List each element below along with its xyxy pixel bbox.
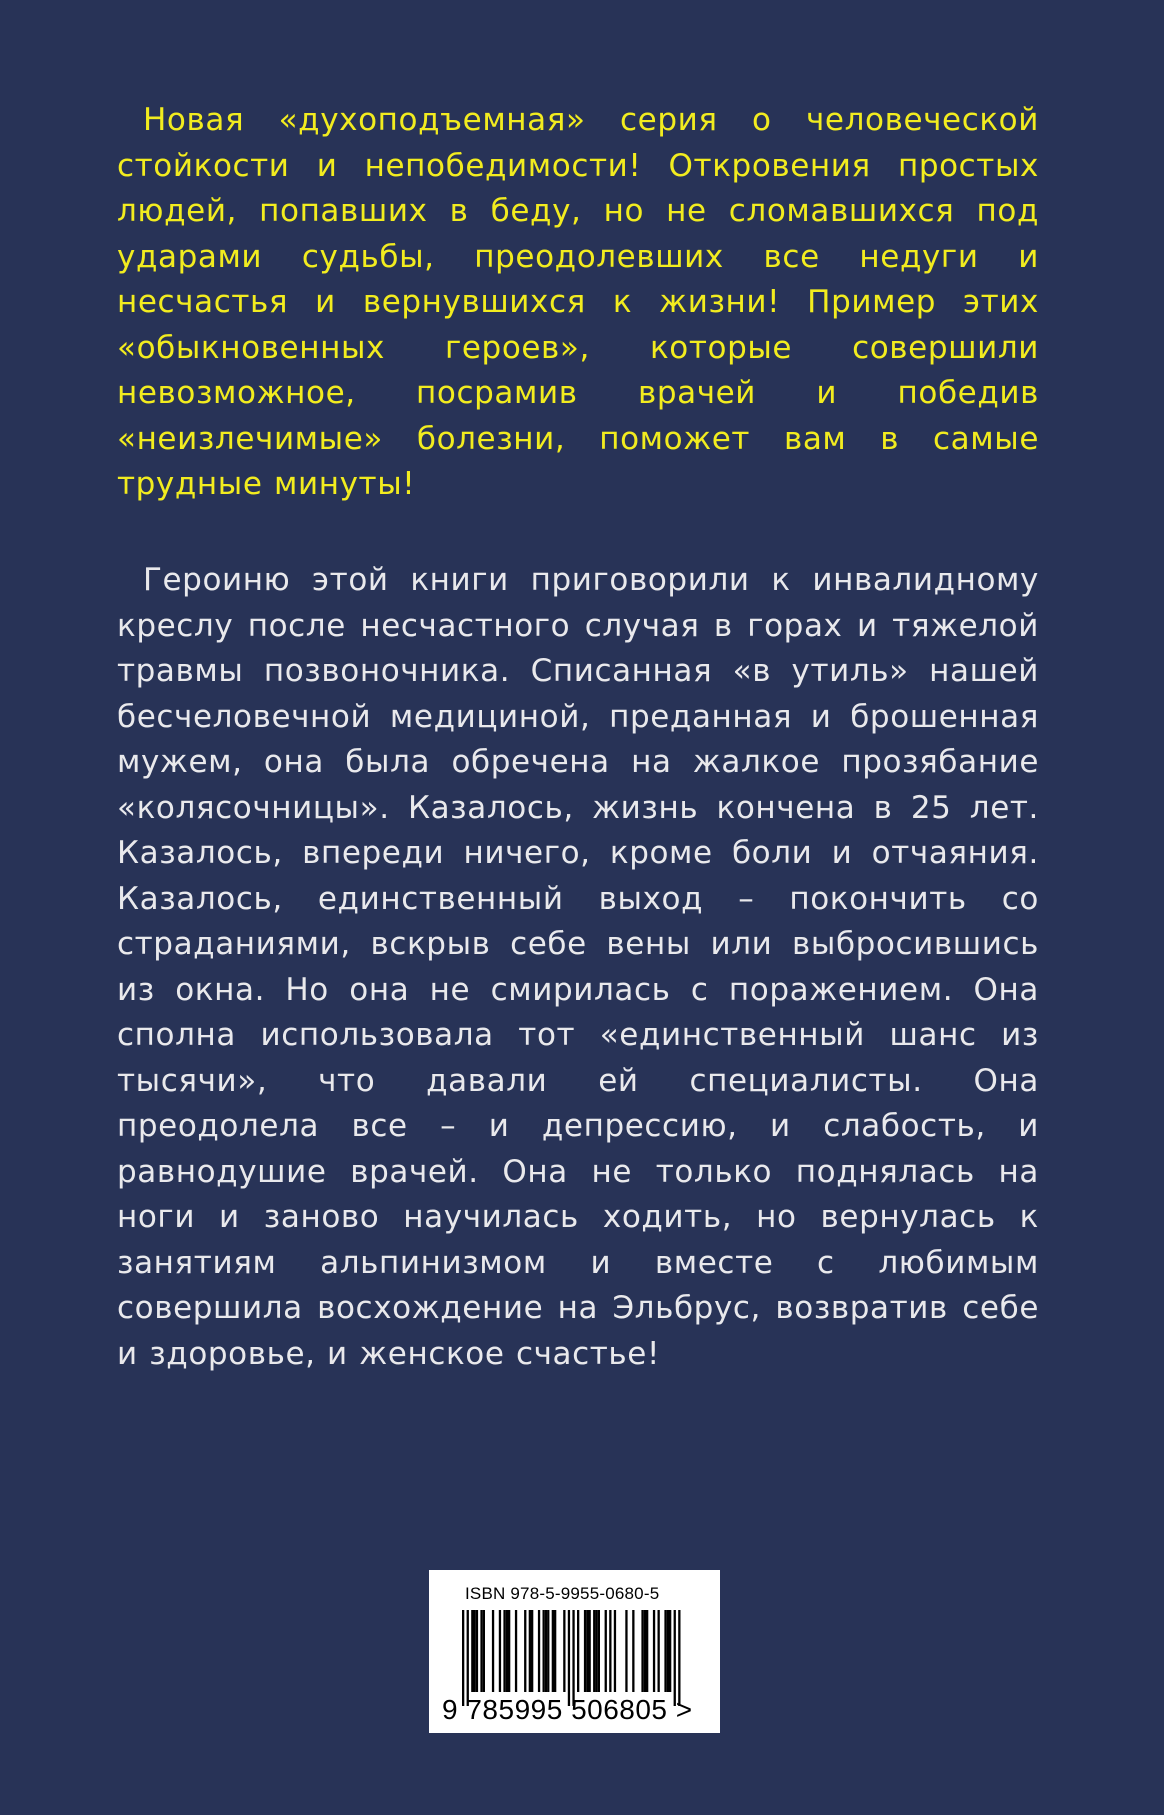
barcode-bar xyxy=(669,1610,671,1692)
barcode-guard-bar xyxy=(674,1610,676,1706)
barcode-bar xyxy=(609,1610,611,1692)
barcode-bar xyxy=(632,1610,634,1692)
barcode-bar xyxy=(499,1610,501,1692)
barcode-bar xyxy=(641,1610,643,1692)
barcode-bar xyxy=(545,1610,547,1692)
barcode-guard-bar xyxy=(678,1610,680,1706)
barcode-bar xyxy=(614,1610,616,1692)
barcode-bar xyxy=(554,1610,556,1692)
barcode-bar xyxy=(598,1610,600,1692)
barcode-bar xyxy=(552,1610,554,1692)
barcode-bar xyxy=(547,1610,549,1692)
barcode-guard-bar xyxy=(462,1610,464,1706)
isbn-barcode-block xyxy=(429,1570,720,1733)
series-blurb: Новая «духоподъемная» серия о человеческой стойкости и непобедимости! Откровения простых людей, попавших в беду, но не сломавшихся под ударами судьбы, преодолевших все недуги и несчастья и вернувшихся к жизни! Пример этих «обыкновенных героев», которые совершили невозможное, посрамив врачей и победив «неизлечимые» болезни, поможет вам в самые трудные минуты! xyxy=(117,102,1039,502)
barcode-bar xyxy=(508,1610,510,1692)
barcode-bar xyxy=(644,1610,646,1692)
barcode-bar xyxy=(480,1610,482,1692)
barcode-bar xyxy=(658,1610,660,1692)
barcode-bar xyxy=(538,1610,540,1692)
barcode-bar xyxy=(503,1610,505,1692)
barcode-bar xyxy=(593,1610,595,1692)
barcode-bar xyxy=(531,1610,533,1692)
barcode-bar xyxy=(476,1610,478,1692)
barcode-bar xyxy=(586,1610,588,1692)
barcode-digits: 9 785995 506805 > xyxy=(442,1694,693,1725)
barcode-bar xyxy=(605,1610,607,1692)
barcode-bar xyxy=(577,1610,579,1692)
barcode-guard-bar xyxy=(568,1610,570,1706)
barcode-bar xyxy=(595,1610,597,1692)
barcode-bar xyxy=(664,1610,666,1692)
barcode-bar xyxy=(543,1610,545,1692)
book-description: Героиню этой книги приговорили к инвалидному креслу после несчастного случая в горах и тяжелой травмы позвоночника. Списанная «в утиль» нашей бесчеловечной медициной, преданная и брошенная мужем, она была обречена на жалкое прозябание «колясочницы». Казалось, жизнь кончена в 25 лет. Казалось, впереди ничего, кроме боли и отчаяния. Казалось, единственный выход – покончить со страданиями, вскрыв себе вены или выбросившись из окна. Но она не смирилась с поражением. Она сполна использовала тот «единственный шанс из тысячи», что давали ей специалисты. Она преодолела все – и депрессию, и слабость, и равнодушие врачей. Она не только поднялась на ноги и заново научилась ходить, но вернулась к занятиям альпинизмом и вместе с любимым совершила восхождение на Эльбрус, возвратив себе и здоровье, и женское счастье! xyxy=(117,562,1039,1372)
barcode-bar xyxy=(563,1610,565,1692)
barcode-bar xyxy=(584,1610,586,1692)
barcode-bar xyxy=(625,1610,627,1692)
barcode-bar xyxy=(506,1610,508,1692)
barcode-bar xyxy=(646,1610,648,1692)
isbn-label: ISBN 978-5-9955-0680-5 xyxy=(465,1584,660,1603)
barcode-bar xyxy=(515,1610,517,1692)
barcode-bar xyxy=(589,1610,591,1692)
barcode-bar xyxy=(667,1610,669,1692)
barcode-guard-bar xyxy=(467,1610,469,1706)
barcode-bar xyxy=(524,1610,526,1692)
barcode-bar xyxy=(653,1610,655,1692)
barcode-bar xyxy=(474,1610,476,1692)
barcode-bar xyxy=(471,1610,473,1692)
barcode-bar xyxy=(492,1610,494,1692)
barcode-bar xyxy=(483,1610,485,1692)
barcode-guard-bar xyxy=(572,1610,574,1706)
barcode-bar xyxy=(529,1610,531,1692)
